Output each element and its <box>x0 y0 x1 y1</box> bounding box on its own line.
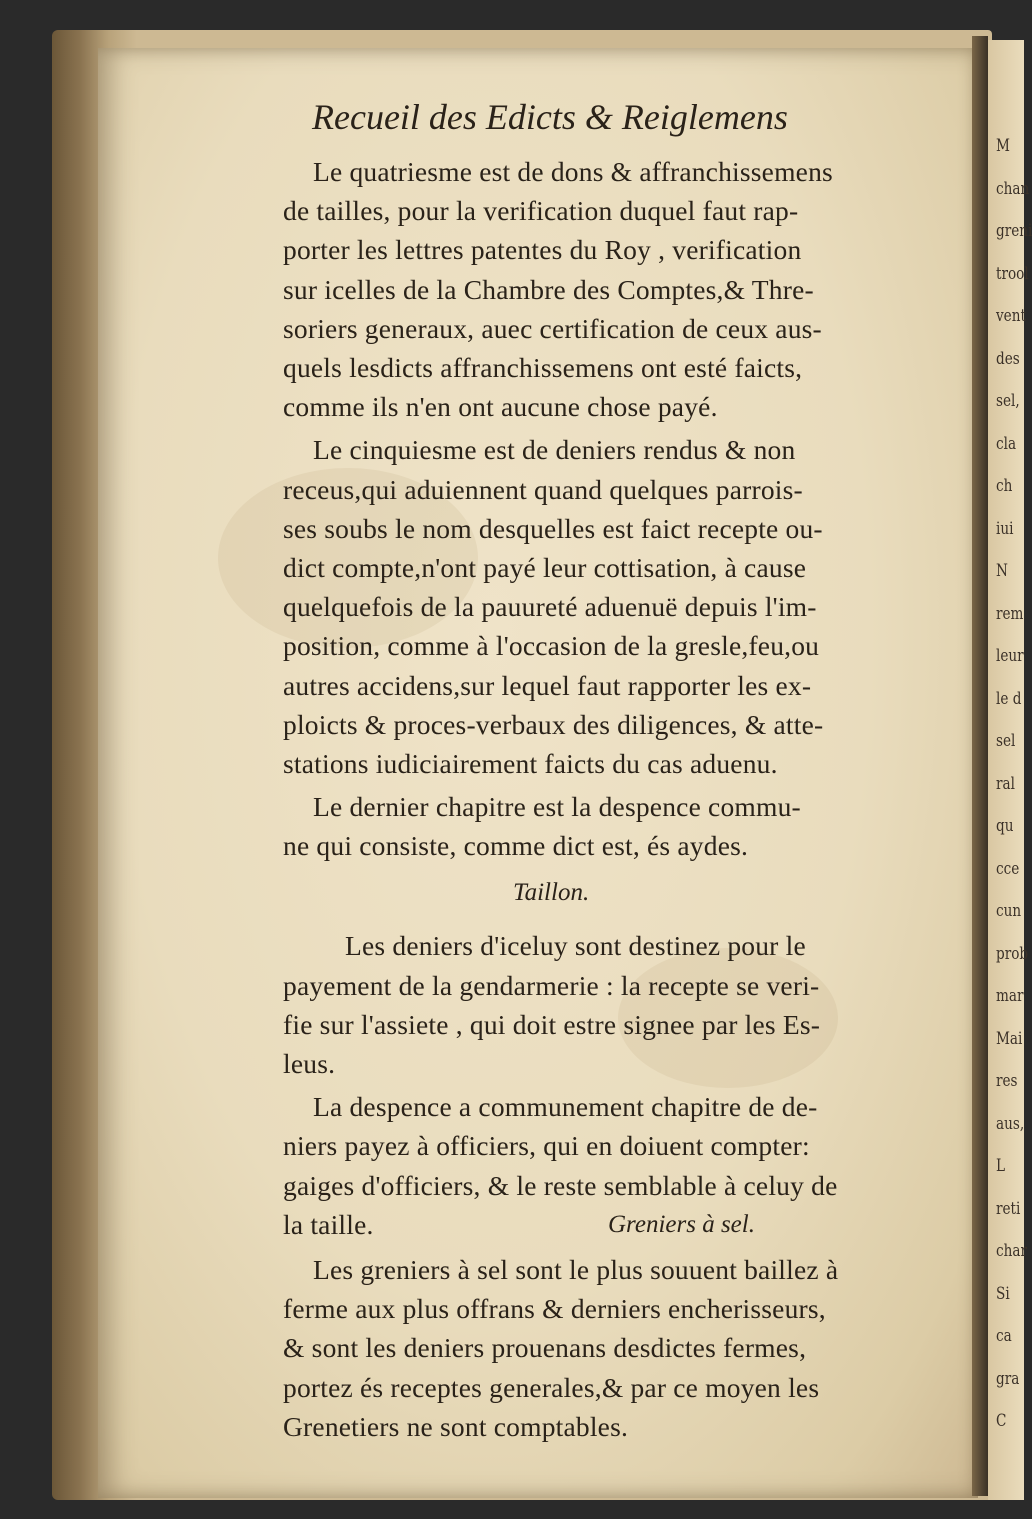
text-line: dict compte,n'ont payé leur cottisation, à cause <box>283 552 807 583</box>
facing-page-fragment: cla <box>996 433 1017 454</box>
facing-page-fragment: cce <box>996 858 1020 879</box>
facing-page-fragment: qu <box>996 816 1014 836</box>
running-title: Recueil des Edicts & Reiglemens <box>312 97 788 137</box>
facing-page-fragment: greni <box>996 221 1032 241</box>
text-line: ferme aux plus offrans & derniers encherisseurs, <box>283 1293 826 1325</box>
facing-page-fragment: sel, <box>996 391 1020 411</box>
text-line: payement de la gendarmerie : la recepte se veri- <box>283 969 820 1001</box>
text-line: portez és receptes generales,& par ce moyen les <box>283 1371 820 1403</box>
facing-page-edge <box>988 40 1032 1500</box>
text-line: position, comme à l'occasion de la gresle,feu,ou <box>283 630 820 662</box>
text-line: & sont les deniers prouenans desdictes fermes, <box>283 1332 807 1364</box>
facing-page-fragment: N <box>996 561 1008 581</box>
facing-page-fragment: chan <box>996 178 1030 199</box>
text-line: receus,qui aduiennent quand quelques parrois- <box>283 473 803 505</box>
facing-page-fragment: L <box>996 1156 1006 1176</box>
facing-page-fragment: C <box>996 1411 1007 1431</box>
facing-page-fragment: Mai <box>996 1028 1023 1049</box>
facing-page-fragment: reti <box>996 1198 1021 1219</box>
text-line: stations iudiciairement faicts du cas aduenu. <box>283 748 778 779</box>
section-heading-taillon: Taillon. <box>513 879 590 907</box>
facing-page-fragment: gra <box>996 1368 1020 1389</box>
text-line: Le cinquiesme est de deniers rendus & non <box>313 434 796 466</box>
text-line: Le dernier chapitre est la despence commu- <box>313 791 801 823</box>
text-line: La despence a communement chapitre de de- <box>313 1091 818 1123</box>
text-line: soriers generaux, auec certification de ceux aus- <box>283 312 822 344</box>
text-line: fie sur l'assiete , qui doit estre signee par les Es- <box>283 1008 821 1040</box>
text-line: Le quatriesme est de dons & affranchissemens <box>313 156 833 187</box>
facing-page-fragment: le d <box>996 688 1022 709</box>
text-line: quels lesdicts affranchissemens ont esté faicts, <box>283 352 803 383</box>
facing-page-fragment: res <box>996 1071 1018 1091</box>
facing-page-fragment: M <box>996 136 1010 156</box>
text-line: porter les lettres patentes du Roy , verification <box>283 234 802 266</box>
text-line: ploicts & proces-verbaux des diligences, & atte- <box>283 708 824 740</box>
text-line: niers payez à officiers, qui en doiuent compter: <box>283 1130 810 1162</box>
text-line: autres accidens,sur lequel faut rapporter les ex- <box>283 669 812 701</box>
text-line: leus. <box>283 1048 336 1080</box>
text-line: de tailles, pour la verification duquel faut rap- <box>283 195 799 227</box>
text-line: ne qui consiste, comme dict est, és aydes. <box>283 830 749 862</box>
text-line: ses soubs le nom desquelles est faict recepte ou- <box>283 512 823 544</box>
facing-page-fragment: cun <box>996 901 1022 921</box>
text-line: Les greniers à sel sont le plus souuent baillez à <box>313 1254 839 1285</box>
text-line: comme ils n'en ont aucune chose payé. <box>283 391 718 423</box>
facing-page-fragment: iui <box>996 518 1014 539</box>
facing-page-fragment: leur <box>996 646 1024 666</box>
facing-page-fragment: char <box>996 1241 1027 1261</box>
facing-page-fragment: mar <box>996 986 1024 1006</box>
facing-page-fragment: vent <box>996 306 1026 326</box>
section-heading-greniers: Greniers à sel. <box>608 1210 755 1238</box>
text-line: Grenetiers ne sont comptables. <box>283 1410 629 1442</box>
facing-page-fragment: rem <box>996 603 1024 624</box>
facing-page-fragment: trool <box>996 263 1029 284</box>
text-line: sur icelles de la Chambre des Comptes,& Thre- <box>283 273 814 305</box>
facing-page-fragment: ch <box>996 476 1013 496</box>
text-line: gaiges d'officiers, & le reste semblable à celuy de <box>283 1169 838 1201</box>
facing-page-fragment: ca <box>996 1326 1012 1346</box>
facing-page-fragment: Si <box>996 1283 1010 1304</box>
text-line: quelquefois de la pauureté aduenuë depuis l'im- <box>283 591 817 623</box>
book-gutter <box>972 36 988 1496</box>
facing-page-fragment: des <box>996 348 1020 369</box>
text-line: la taille. <box>283 1208 374 1240</box>
facing-page-fragment: aus, <box>996 1113 1025 1134</box>
text-line: Les deniers d'iceluy sont destinez pour le <box>345 930 806 962</box>
facing-page-fragment: ral <box>996 773 1015 794</box>
facing-page-fragment: prob <box>996 943 1029 964</box>
facing-page-fragment: sel <box>996 731 1016 751</box>
